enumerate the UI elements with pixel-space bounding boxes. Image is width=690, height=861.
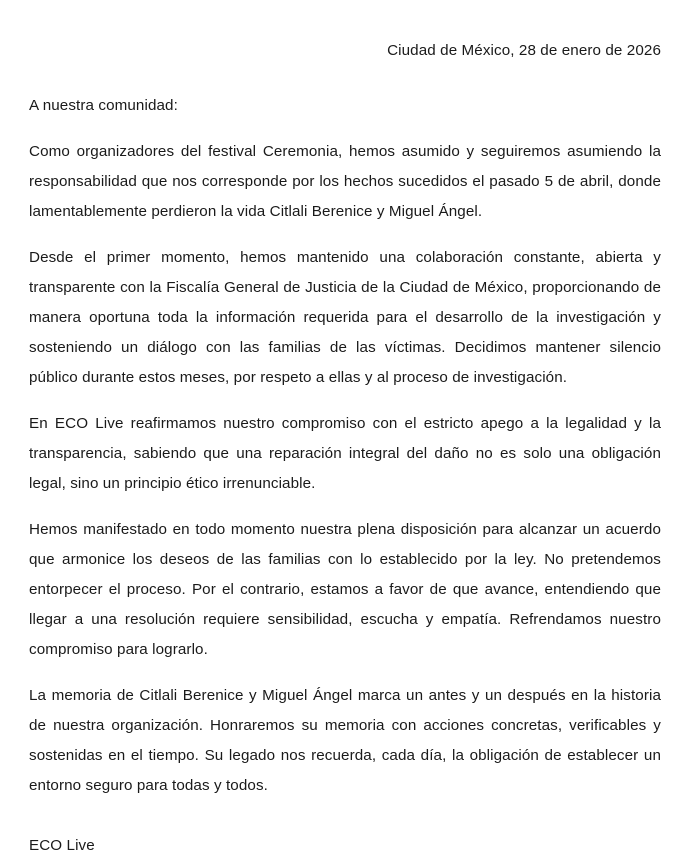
body-copy	[29, 137, 661, 801]
paragraph: Como organizadores del festival Ceremonia, hemos asumido y seguiremos asumiendo la responsabilidad que nos corresponde por los hechos sucedidos el pasado 5 de abril, donde lamentablemente perdieron la vida Citlali Berenice y Miguel Ángel.	[29, 143, 661, 220]
dateline: Ciudad de México, 28 de enero de 2026	[387, 42, 661, 59]
paragraph: En ECO Live reafirmamos nuestro compromiso con el estricto apego a la legalidad y la transparencia, sabiendo que una reparación integral del daño no es solo una obligación legal, sino un principio ético irrenunciable.	[29, 415, 661, 492]
salutation: A nuestra comunidad:	[29, 97, 178, 114]
paragraph: Hemos manifestado en todo momento nuestra plena disposición para alcanzar un acuerdo que armonice los deseos de las familias con lo establecido por la ley. No pretendemos entorpecer el proceso. Por el contrario, estamos a favor de que avance, entendiendo que llegar a una resolución requiere sensibilidad, escucha y empatía. Refrendamos nuestro compromiso para lograrlo.	[29, 521, 661, 658]
paragraph: Desde el primer momento, hemos mantenido una colaboración constante, abierta y transparente con la Fiscalía General de Justicia de la Ciudad de México, proporcionando de manera oportuna toda la información requerida para el desarrollo de la investigación y sosteniendo un diálogo con las familias de las víctimas. Decidimos mantener silencio público durante estos meses, por respeto a ellas y al proceso de investigación.	[29, 249, 661, 386]
paragraph: La memoria de Citlali Berenice y Miguel Ángel marca un antes y un después en la historia de nuestra organización. Honraremos su memoria con acciones concretas, verificables y sostenidas en el tiempo. Su legado nos recuerda, cada día, la obligación de establecer un entorno seguro para todas y todos.	[29, 687, 661, 794]
signature: ECO Live	[29, 837, 95, 854]
